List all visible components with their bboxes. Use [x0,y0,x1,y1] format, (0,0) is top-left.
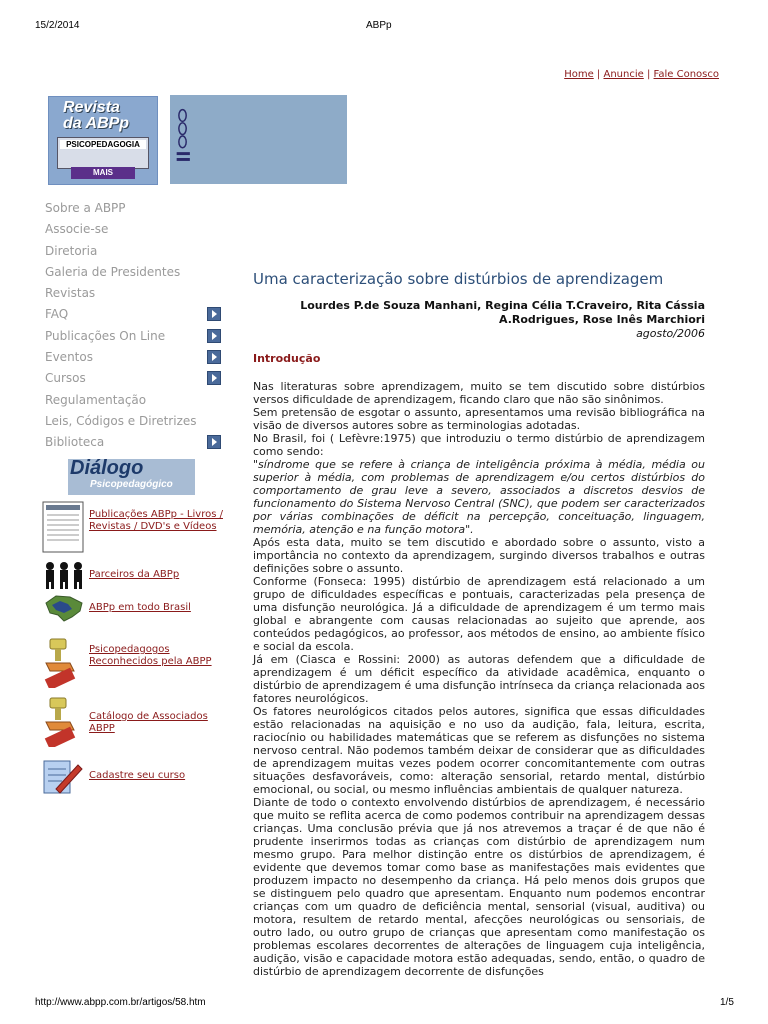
nav-item-leis[interactable] [45,413,225,434]
side-link-label[interactable]: Catálogo de Associados ABPP [89,711,208,734]
book-icon [42,501,86,553]
logo-line1: Revista [63,99,120,116]
article-authors [253,299,705,326]
logo-mais-label: MAIS [71,167,135,179]
authors-line: A.Rodrigues, Rose Inês Marchiori [498,312,705,326]
nav-item-label: Galeria de Presidentes [45,264,181,279]
paragraph: Diante de todo o contexto envolvendo distúrbios de aprendizagem, é necessário que muito se reflita acerca de como podemos contribuir na aprendizagem dessas crianças. Uma conclusão prévia que já nos atrevemos a traçar é de que não é prudente inserirmos todas as crianças com distúrbio de aprendizagem num mesmo grupo. Para melhor distinção entre os distúrbios de aprendizagem, é evidente que devemos tomar como base as manifestações mais evidentes que produzem impacto no desempenho da criança. Há pelo menos dois grupos que se distinguem pelo quadro que apresentam. Enquanto num podemos encontrar crianças com um quadro de deficiência mental, sensorial (visual, auditiva) ou motora, resultem de retardo mental, afecções neurológicas ou sensoriais, de outro lado, ou outro grupo de crianças que apresentam como manifestação os problemas escolares decorrentes de alterações de linguagem cuja inteligência, audição, visão e capacidade motora estão adequadas, sendo, então, o quadro de distúrbio de aprendizagem decorrente de disfunções [253,796,705,978]
people-icon [42,560,86,590]
side-link-cadastre[interactable] [42,759,227,795]
stamp-icon [42,633,86,688]
nav-item-label: Regulamentação [45,392,147,407]
side-link-parceiros[interactable] [42,560,227,590]
nav-item-cursos[interactable] [45,370,225,391]
article-body [253,380,705,978]
paragraph: Sem pretensão de esgotar o assunto, apresentamos uma revisão bibliográfica na visão de diversos autores sobre as terminologias adotadas. [253,406,705,432]
nav-item-label: Eventos [45,350,93,365]
side-link-brasil[interactable] [42,593,227,623]
side-link-label[interactable]: Publicações ABPp - Livros / Revistas / DVD's e Vídeos [89,509,223,532]
contact-link[interactable]: Fale Conosco [653,69,719,80]
print-title: ABPp [366,20,392,31]
anuncie-link[interactable]: Anuncie [603,69,644,80]
side-link-reconhecidos[interactable] [42,633,227,688]
print-page-number: 1/5 [720,997,734,1008]
logo-bar [57,137,149,169]
separator: | [596,69,601,80]
top-links [564,69,719,80]
nav-item-diretoria[interactable] [45,243,225,264]
article-title: Uma caracterização sobre distúrbios de aprendizagem [253,270,664,288]
nav-item-label: Diretoria [45,243,98,258]
side-link-catalogo[interactable] [42,692,227,747]
nav-item-label: Publicações On Line [45,328,166,343]
nav-item-revistas[interactable] [45,285,225,306]
paragraph: Conforme (Fonseca: 1995) distúrbio de aprendizagem está relacionado a um grupo de dificuldades específicas e pontuais, caracterizadas pela presença de uma disfunção neurológica. Já a dificuldade de aprendizagem é um termo mais global e abrangente com causas relacionadas ao sujeito que aprende, aos conteúdos pedagógicos, ao professor, aos métodos de ensino, ao ambiente físico e social da escola. [253,575,705,653]
dialogo-title: Diálogo [70,457,144,479]
nav-item-eventos[interactable] [45,349,225,370]
nav-item-biblioteca[interactable] [45,434,225,455]
side-link-label[interactable]: Cadastre seu curso [89,770,186,781]
section-heading: Introdução [253,352,321,365]
nav-item-galeria[interactable] [45,264,225,285]
nav-item-associe[interactable] [45,221,225,242]
logo-bar-label: PSICOPEDAGOGIA [60,140,146,149]
nav-item-label: Sobre a ABPP [45,201,126,215]
sidebar-nav [45,200,225,456]
logo-line2: da ABPp [63,115,130,132]
nav-item-publicacoes[interactable] [45,328,225,349]
nav-item-label: Cursos [45,371,86,386]
nav-item-label: Leis, Códigos e Diretrizes [45,413,197,428]
dialogo-banner[interactable] [68,459,195,495]
nav-item-label: Biblioteca [45,435,105,450]
print-date: 15/2/2014 [35,20,80,31]
nav-item-label: Associe-se [45,222,109,237]
revista-abpp-logo[interactable] [48,96,158,185]
side-link-label[interactable]: Parceiros da ABPp [89,569,180,580]
separator: | [646,69,651,80]
arrow-right-icon[interactable] [207,307,221,321]
side-link-publicacoes[interactable] [42,501,227,553]
pen-paper-icon [42,759,86,795]
stamp-icon [42,692,86,747]
brazil-map-icon [42,593,86,623]
paragraph: Após esta data, muito se tem discutido e abordado sobre o assunto, visto a importância no contexto da aprendizagem, surgindo diversos trabalhos e outras definições sobre o assunto. [253,536,705,575]
paragraph: Os fatores neurológicos citados pelos autores, significa que essas dificuldades estão relacionadas na aquisição e no uso da audição, fala, leitura, escrita, raciocínio ou habilidades matemáticas que se referem as disfunções no sistema nervoso central. Não podemos também deixar de considerar que as dificuldades de aprendizagem muitas vezes podem ocorrer concomitantemente com outras situações desfavoráveis, como: alteração sensorial, retardo mental, distúrbio emocional, ou social, ou mesmo influências ambientais de qualquer natureza. [253,705,705,796]
side-link-label[interactable]: ABPp em todo Brasil [89,602,191,613]
nav-item-label: Revistas [45,286,96,301]
arrow-right-icon[interactable] [207,329,221,343]
paragraph: Nas literaturas sobre aprendizagem, muito se tem discutido sobre distúrbios versos dificuldade de aprendizagem, ficando claro que não são sinônimos. [253,380,705,406]
dialogo-subtitle: Psicopedagógico [90,479,173,490]
nav-item-sobre[interactable] [45,200,225,221]
authors-line: Lourdes P.de Souza Manhani, Regina Célia T.Craveiro, Rita Cássia [300,299,705,312]
arrow-right-icon[interactable] [207,350,221,364]
home-link[interactable]: Home [564,69,594,80]
print-url: http://www.abpp.com.br/artigos/58.htm [35,997,206,1008]
nav-item-regulamentacao[interactable] [45,392,225,413]
abpp-mark-icon [173,101,195,171]
arrow-right-icon[interactable] [207,435,221,449]
header-banner [170,95,347,184]
paragraph: No Brasil, foi ( Lefèvre:1975) que introduziu o termo distúrbio de aprendizagem como sendo: [253,432,705,458]
paragraph: Já em (Ciasca e Rossini: 2000) as autoras defendem que a dificuldade de aprendizagem é um déficit específico da atividade acadêmica, enquanto o distúrbio de aprendizagem é uma disfunção intrínseca da criança relacionada aos fatores neurológicos. [253,653,705,705]
quote-paragraph: "síndrome que se refere à criança de inteligência próxima à média, média ou superior à média, com problemas de aprendizagem e/ou certos distúrbios do comportamento de grau leve a severo, associados a discretos desvios de funcionamento do Sistema Nervoso Central (SNC), que podem ser caracterizados por várias combinações de déficit na percepção, conceituação, linguagem, memória, atenção e na função motora". [253,458,705,536]
article-date: agosto/2006 [636,327,705,340]
nav-item-label: FAQ [45,307,69,322]
arrow-right-icon[interactable] [207,371,221,385]
side-link-label[interactable]: Psicopedagogos Reconhecidos pela ABPP [89,644,212,667]
nav-item-faq[interactable] [45,306,225,327]
